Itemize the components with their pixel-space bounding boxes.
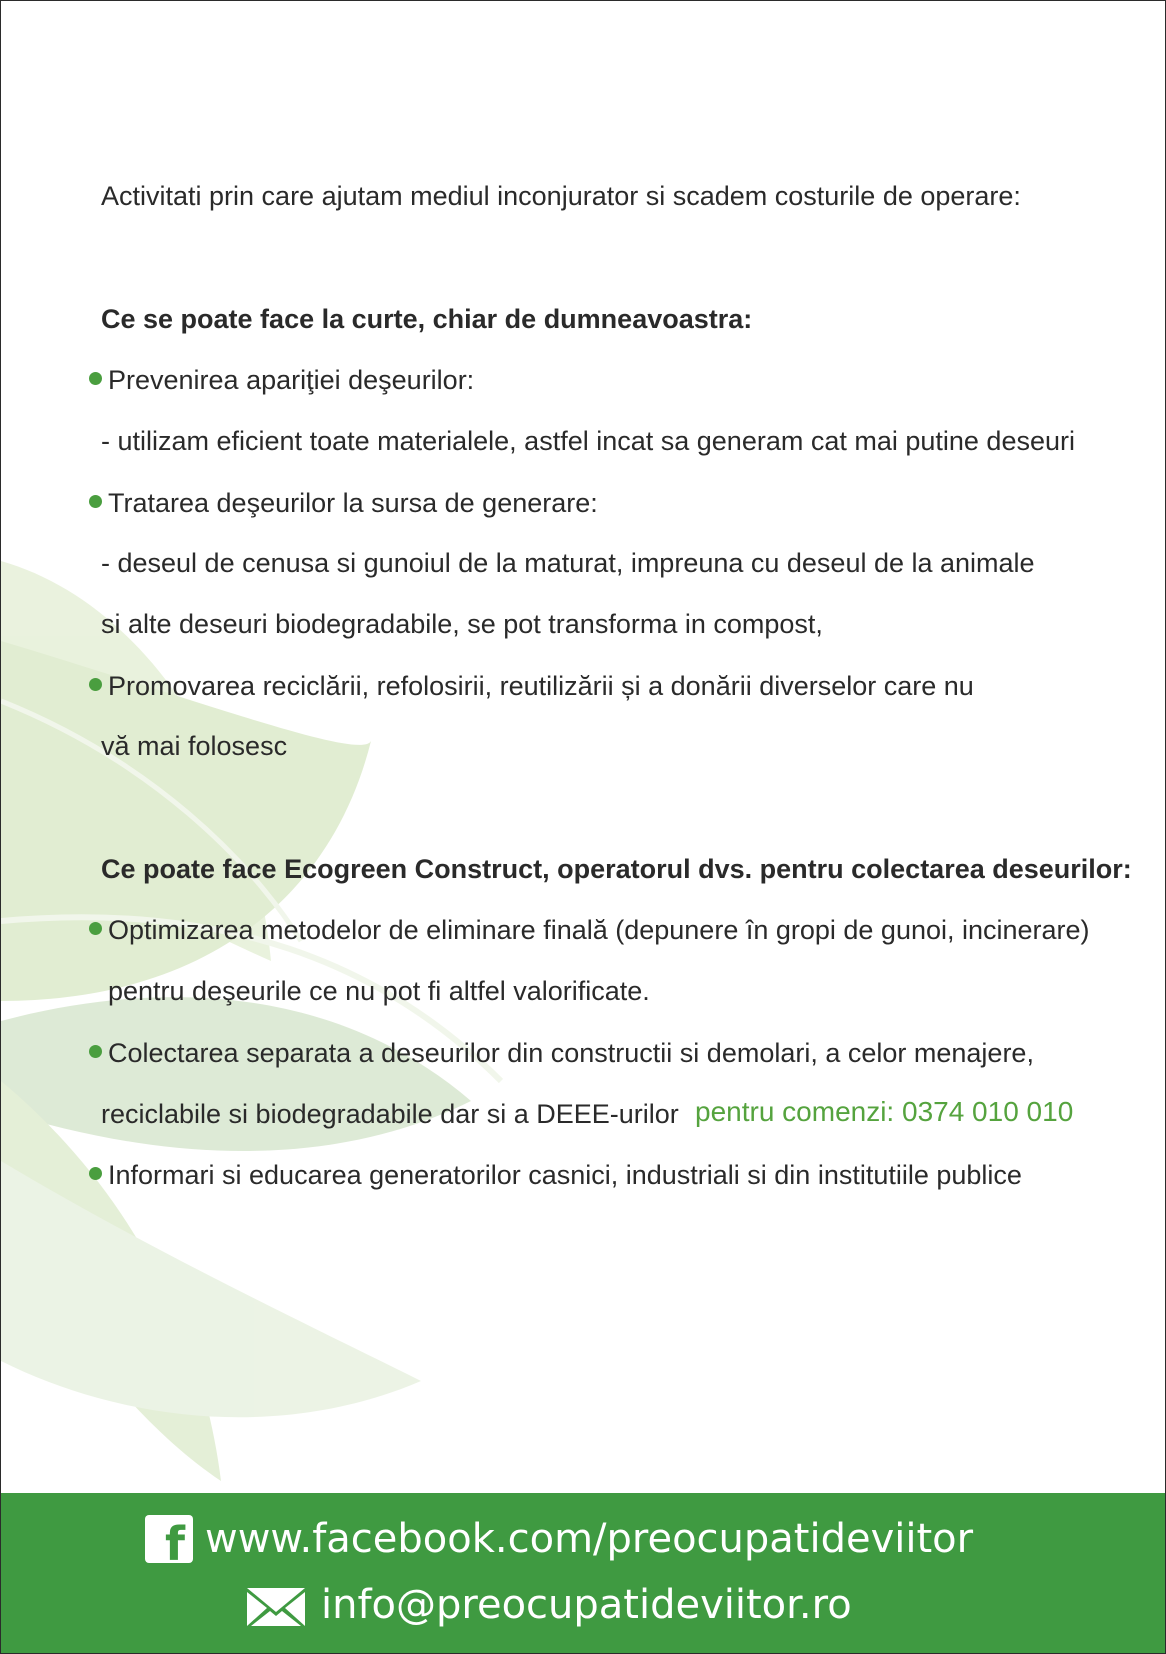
section-1-item-1-detail: - utilizam eficient toate materialele, astfel incat sa generam cat mai putine deseuri xyxy=(101,426,1075,456)
section-1-item-2-detail-2: si alte deseuri biodegradabile, se pot transforma in compost, xyxy=(101,609,823,639)
bullet-icon xyxy=(89,372,102,385)
section-2-item-2-cont: reciclabile si biodegradabile dar si a DEEE-urilor xyxy=(101,1099,679,1129)
bullet-icon xyxy=(89,1167,102,1180)
section-2-item-3: Informari si educarea generatorilor casnici, industriali si din institutiile publice xyxy=(108,1160,1022,1190)
bullet-icon xyxy=(89,678,102,691)
section-2-item-1: Optimizarea metodelor de eliminare finală (depunere în gropi de gunoi, incinerare) xyxy=(108,915,1090,945)
section-2-heading: Ce poate face Ecogreen Construct, operatorul dvs. pentru colectarea deseurilor: xyxy=(101,854,1132,884)
main-content xyxy=(1,1,1165,1491)
section-1-item-3-cont: vă mai folosesc xyxy=(101,731,288,761)
contact-footer xyxy=(1,1493,1165,1653)
section-1-item-2-detail-1: - deseul de cenusa si gunoiul de la maturat, impreuna cu deseul de la animale xyxy=(101,548,1035,578)
facebook-icon[interactable]: f xyxy=(145,1515,193,1563)
bullet-icon xyxy=(89,1045,102,1058)
section-1-item-1: Prevenirea apariţiei deşeurilor: xyxy=(108,365,475,395)
section-1-item-3: Promovarea reciclării, refolosirii, reutilizării și a donării diverselor care nu xyxy=(108,671,974,701)
bullet-icon xyxy=(89,495,102,508)
email-link[interactable]: info@preocupatideviitor.ro xyxy=(321,1582,852,1628)
section-1-heading: Ce se poate face la curte, chiar de dumneavoastra: xyxy=(101,304,753,334)
bullet-icon xyxy=(89,922,102,935)
order-phone[interactable]: pentru comenzi: 0374 010 010 xyxy=(695,1096,1074,1127)
section-2-item-2: Colectarea separata a deseurilor din constructii si demolari, a celor menajere, xyxy=(108,1038,1034,1068)
envelope-icon[interactable] xyxy=(245,1586,307,1628)
section-1-item-2: Tratarea deşeurilor la sursa de generare: xyxy=(108,488,598,518)
facebook-link[interactable]: www.facebook.com/preocupatideviitor xyxy=(205,1516,974,1562)
intro-text: Activitati prin care ajutam mediul inconjurator si scadem costurile de operare: xyxy=(101,181,1021,211)
section-2-item-1-cont: pentru deşeurile ce nu pot fi altfel valorificate. xyxy=(108,976,650,1006)
